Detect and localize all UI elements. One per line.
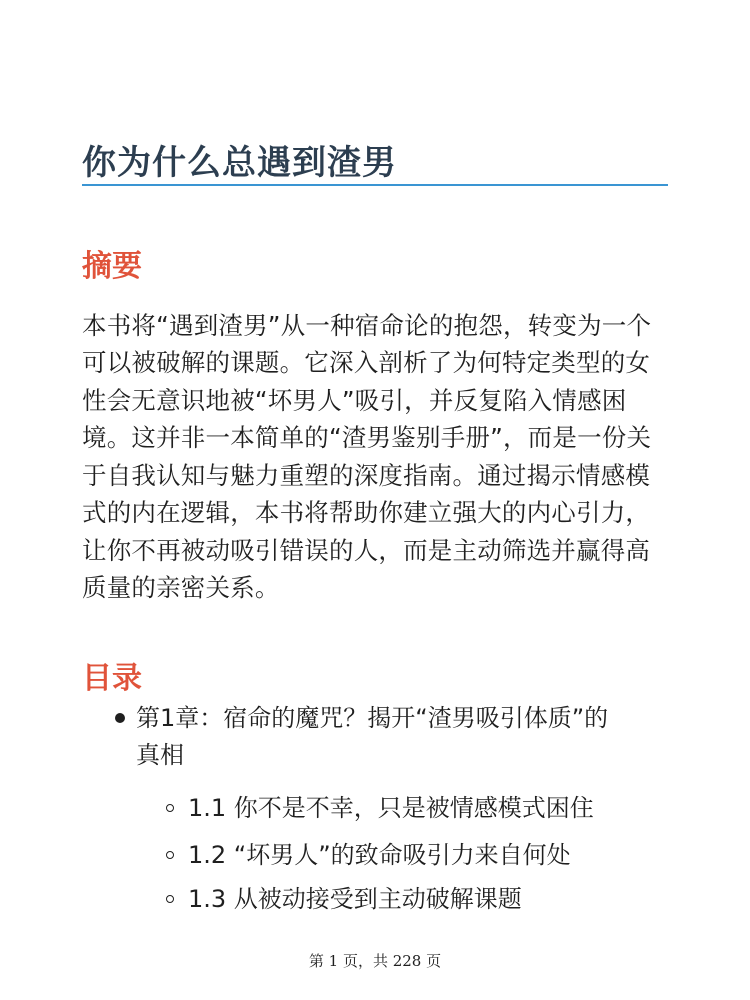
abstract-heading: 摘要 — [82, 248, 142, 284]
toc-section-1-2[interactable]: 1.2 “坏男人”的致命吸引力来自何处 — [188, 841, 571, 869]
bullet-circle-icon — [166, 804, 174, 812]
bullet-circle-icon — [166, 851, 174, 859]
document-title: 你为什么总遇到渣男 — [82, 142, 397, 183]
toc-chapter-1[interactable]: 第1章：宿命的魔咒？揭开“渣男吸引体质”的真相 — [136, 704, 609, 769]
bullet-disc-icon — [115, 713, 125, 723]
abstract-body: 本书将“遇到渣男”从一种宿命论的抱怨，转变为一个可以被破解的课题。它深入剖析了为何特定类型的女性会无意识地被“坏男人”吸引，并反复陷入情感困境。这并非一本简单的“渣男鉴别手册”，而是一份关于自我认知与魅力重塑的深度指南。通过揭示情感模式的内在逻辑，本书将帮助你建立强大的内心引力，让你不再被动吸引错误的人，而是主动筛选并赢得高质量的亲密关系。 — [82, 310, 652, 602]
toc-section-1-1[interactable]: 1.1 你不是不幸，只是被情感模式困住 — [188, 794, 594, 822]
title-divider — [82, 184, 668, 186]
toc-heading: 目录 — [82, 660, 142, 696]
bullet-circle-icon — [166, 895, 174, 903]
toc-section-1-3[interactable]: 1.3 从被动接受到主动破解课题 — [188, 885, 522, 913]
page-number-footer: 第 1 页，共 228 页 — [308, 952, 442, 970]
